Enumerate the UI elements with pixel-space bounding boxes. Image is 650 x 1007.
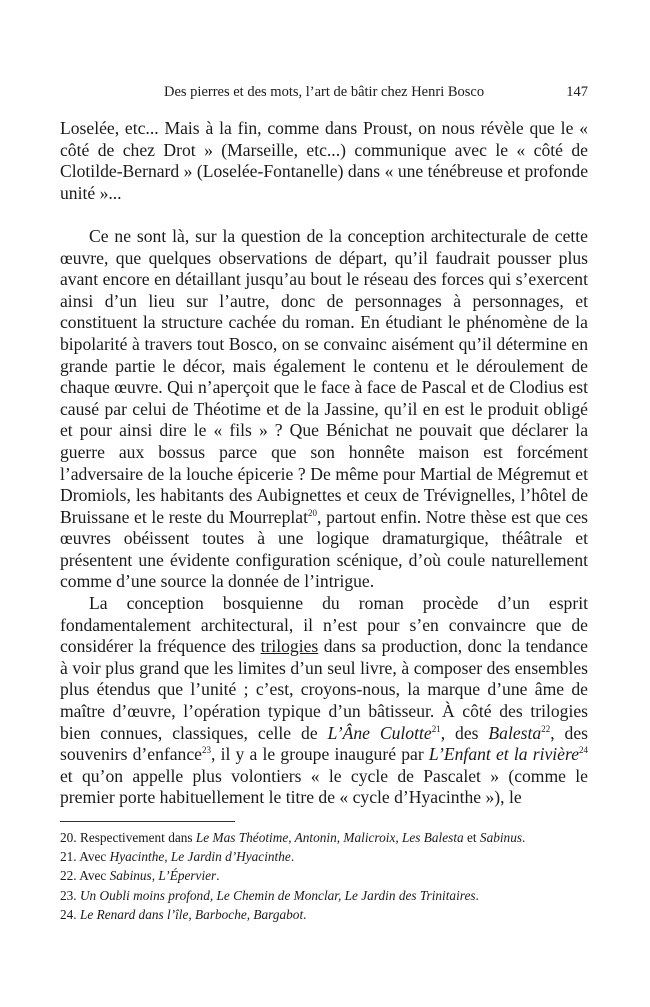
footnote-number: 20. xyxy=(60,830,77,845)
footnotes xyxy=(60,828,600,924)
paragraph-3-text-b: dans sa production, donc la tendance à voir plus grand que les limites d’un seul livre, à composer des ensembles plus étendus que l’unité ; c’est, croyons-nous, la marque d’une âme de maître d’œuvre, l’opération typique d’un bâtisseur. À côté des trilogies bien connues, classiques, celle de xyxy=(60,636,588,743)
footnote-ref-23[interactable]: 23 xyxy=(201,745,211,756)
footnote-text: . xyxy=(290,849,295,865)
paragraph-3-text-e: , il y a le groupe inauguré par xyxy=(210,744,429,765)
paragraph-3-text-c: , des xyxy=(440,722,489,743)
running-title: Des pierres et des mots, l’art de bâtir chez Henri Bosco xyxy=(164,84,485,100)
footnote-23 xyxy=(60,886,600,905)
page-number: 147 xyxy=(566,84,588,100)
paragraph-3-text-d: , des souvenirs d’enfance xyxy=(60,722,588,765)
body-text xyxy=(60,118,588,809)
footnote-number: 22. xyxy=(60,868,77,884)
footnote-italic: Sabinus, L’Épervier xyxy=(109,868,217,884)
footnote-text: Avec xyxy=(79,868,110,884)
footnote-rule xyxy=(60,821,235,822)
footnote-20 xyxy=(60,828,600,847)
paragraph-1: Loselée, etc... Mais à la fin, comme dans Proust, on nous révèle que le « côté de chez Drot » (Marseille, etc...) communique avec le « côté de Clotilde-Bernard » (Loselée-Fontanelle) dans « une ténébreuse et profonde unité »... xyxy=(60,118,588,203)
footnote-21 xyxy=(60,847,600,866)
footnote-text: . xyxy=(303,906,307,922)
footnote-italic: Le Mas Théotime, Antonin, Malicroix, Les Balesta xyxy=(195,830,464,845)
footnote-text: et xyxy=(463,830,480,845)
footnote-ref-21[interactable]: 21 xyxy=(431,723,441,734)
footnote-ref-22[interactable]: 22 xyxy=(541,723,551,734)
title-balesta: Balesta xyxy=(488,722,542,743)
paragraph-2-text-b: , partout enfin. Notre thèse est que ces œuvres obéissent toutes à une logique dramaturgique, théâtrale et présentent une évidente configuration scénique, d’où coule naturellement comme d’une source la donnée de l’intrigue. xyxy=(60,506,588,592)
paragraph-3-text-a: La conception bosquienne du roman procède d’un esprit fondamentalement architectural, il n’est pour s’en convaincre que de considérer la fréquence des xyxy=(60,593,588,657)
underlined-word: trilogies xyxy=(260,636,319,657)
title-enfant-riviere: L’Enfant et la rivière xyxy=(428,744,579,765)
paragraph-2 xyxy=(60,226,588,593)
footnote-text: . xyxy=(216,868,220,884)
footnote-text: Avec xyxy=(79,849,110,865)
footnote-ref-20[interactable]: 20 xyxy=(308,507,318,518)
footnote-number: 23. xyxy=(60,887,77,903)
footnote-number: 24. xyxy=(60,906,77,922)
footnote-ref-24[interactable]: 24 xyxy=(579,745,588,756)
footnote-text: . xyxy=(475,887,479,903)
title-ane-culotte: L’Âne Culotte xyxy=(327,722,432,743)
footnote-text: . xyxy=(522,830,526,845)
footnote-text: Respectivement dans xyxy=(79,830,196,845)
footnote-24 xyxy=(60,905,600,924)
paragraph-2-text-a: Ce ne sont là, sur la question de la conception architecturale de cette œuvre, que quelques observations de départ, qu’il faudrait pousser plus avant encore en détaillant jusqu’au bout le réseau des forces qui s’exercent ainsi d’un lieu sur l’autre, donc de personnages à personnages, et constituent la structure cachée du roman. En étudiant le phénomène de la bipolarité à travers tout Bosco, on se convainc aisément qu’il détermine en grande partie le décor, mais également le contenu et le déroulement de chaque œuvre. Qui n’aperçoit que le face à face de Pascal et de Clodius est causé par celui de Théotime et de la Jassine, qu’il en est le produit obligé et pour ainsi dire le « fils » ? Que Bénichat ne pouvait que déclarer la guerre aux bossus parce que son honnête maison est forcément l’adversaire de la louche épicerie ? De même pour Martial de Mégremut et Dromiols, les habitants des Aubignettes et ceux de Trévignelles, l’hôtel de Bruissane et le reste du Mourreplat xyxy=(60,225,588,527)
footnote-italic: Le Renard dans l’île, Barboche, Bargabot xyxy=(79,906,304,922)
footnote-italic: Un Oubli moins profond, Le Chemin de Monclar, Le Jardin des Trinitaires xyxy=(79,887,476,903)
footnote-22 xyxy=(60,866,600,885)
footnote-italic: Sabinus xyxy=(479,830,523,845)
footnote-number: 21. xyxy=(60,849,77,865)
paragraph-3 xyxy=(60,593,588,809)
footnote-italic: Hyacinthe, Le Jardin d’Hyacinthe xyxy=(109,849,291,865)
paragraph-3-text-f: et qu’on appelle plus volontiers « le cycle de Pascalet » (comme le premier porte habituellement le titre de « cycle d’Hyacinthe »), le xyxy=(60,765,588,808)
